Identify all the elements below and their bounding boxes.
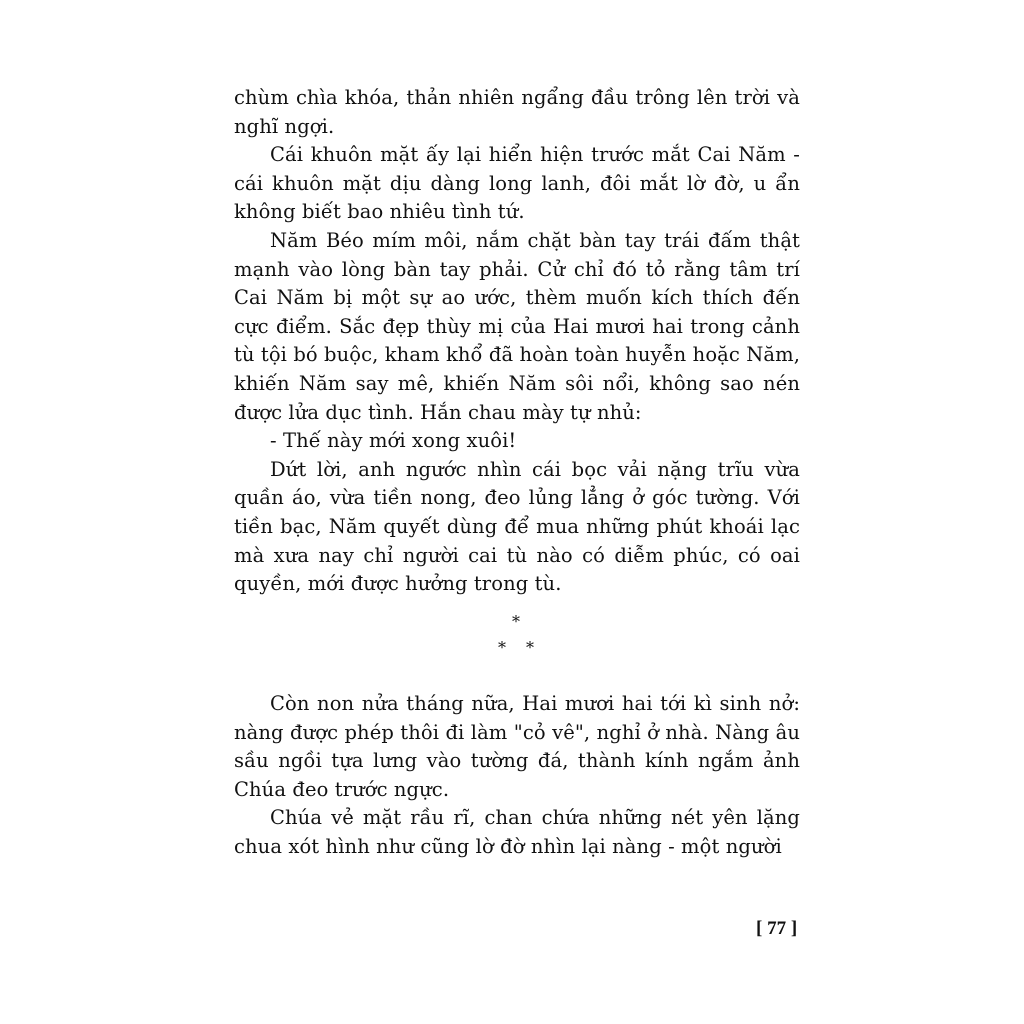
text-block-top: [234, 84, 800, 599]
section-separator: [490, 612, 550, 660]
paragraph: Còn non nửa tháng nữa, Hai mươi hai tới kì sinh nở: nàng được phép thôi đi làm "cỏ vê", nghỉ ở nhà. Nàng âu sầu ngồi tựa lưng vào tường đá, thành kính ngắm ảnh Chúa đeo trước ngực.: [234, 692, 800, 801]
page-number: [ 77 ]: [756, 918, 798, 939]
paragraph: Dứt lời, anh ngước nhìn cái bọc vải nặng trĩu vừa quần áo, vừa tiền nong, đeo lủng lẳng ở góc tường. Với tiền bạc, Năm quyết dùng để mua những phút khoái lạc mà xưa nay chỉ người cai tù nào có diễm phúc, có oai quyền, mới được hưởng trong tù.: [234, 457, 800, 596]
paragraph: Chúa vẻ mặt rầu rĩ, chan chứa những nét yên lặng chua xót hình như cũng lờ đờ nhìn lại nàng - một người: [234, 806, 800, 858]
separator-star: *: [512, 612, 520, 631]
separator-star: *: [526, 638, 534, 657]
paragraph: Năm Béo mím môi, nắm chặt bàn tay trái đấm thật mạnh vào lòng bàn tay phải. Cử chỉ đó tỏ rằng tâm trí Cai Năm bị một sự ao ước, thèm muốn kích thích đến cực điểm. Sắc đẹp thùy mị của Hai mươi hai trong cảnh tù tội bó buộc, kham khổ đã hoàn toàn huyễn hoặc Năm, khiến Năm say mê, khiến Năm sôi nổi, không sao nén được lửa dục tình. Hắn chau mày tự nhủ:: [234, 228, 800, 424]
paragraph: chùm chìa khóa, thản nhiên ngẩng đầu trông lên trời và nghĩ ngợi.: [234, 86, 800, 138]
separator-star: *: [498, 638, 506, 657]
dialogue-line: - Thế này mới xong xuôi!: [270, 429, 517, 453]
paragraph: Cái khuôn mặt ấy lại hiển hiện trước mắt Cai Năm - cái khuôn mặt dịu dàng long lanh, đôi mắt lờ đờ, u ẩn không biết bao nhiêu tình tứ.: [234, 143, 800, 224]
text-block-bottom: [234, 690, 800, 862]
